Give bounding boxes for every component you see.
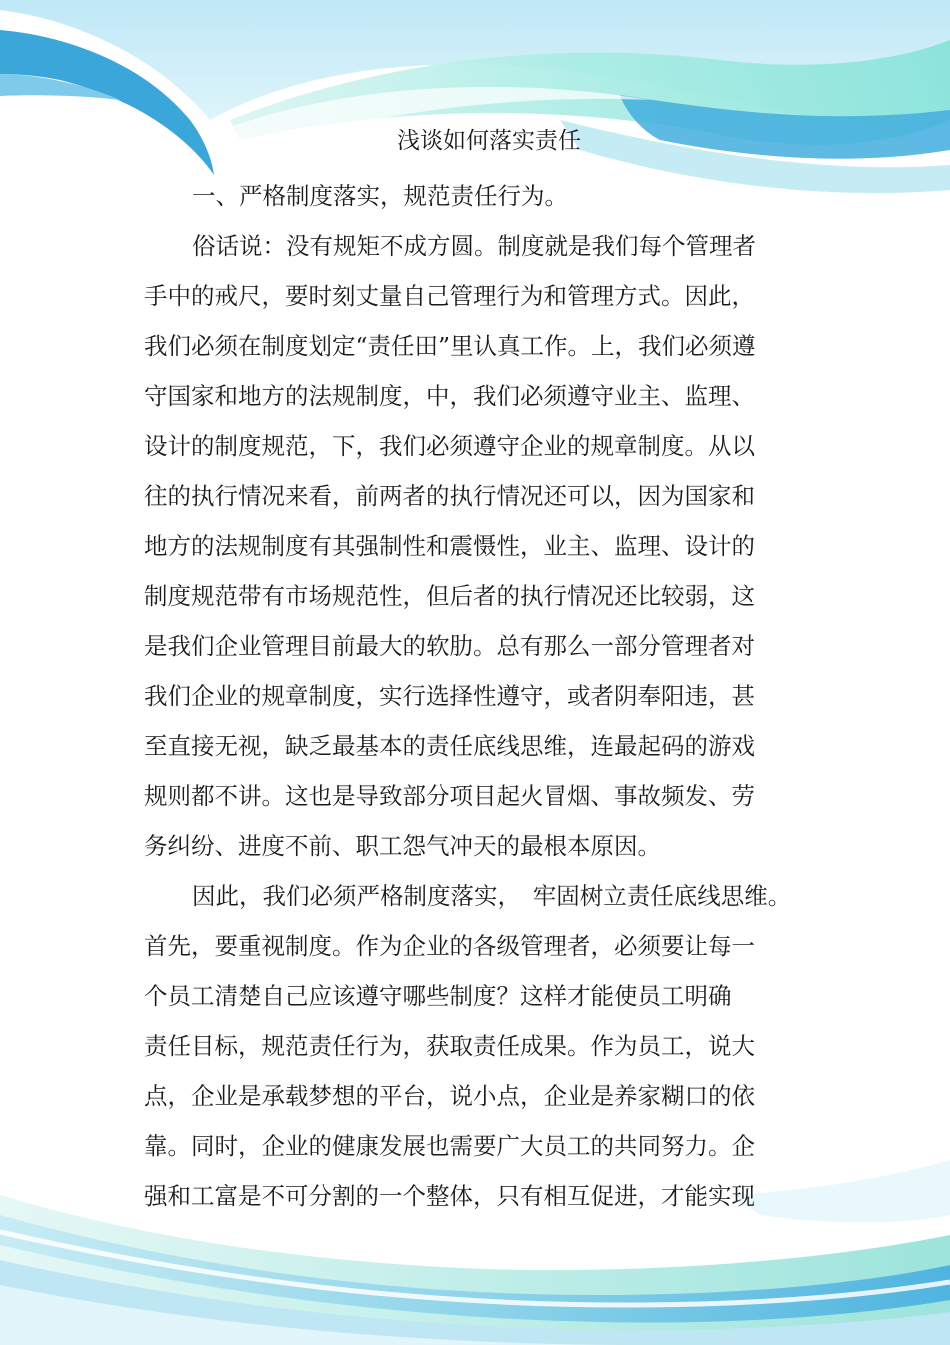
- document-title: 浅谈如何落实责任: [397, 128, 581, 154]
- text-line: 设计的制度规范，下，我们必须遵守企业的规章制度。从以: [144, 432, 755, 460]
- text-line: 一、严格制度落实，规范责任行为。: [192, 182, 568, 210]
- text-line: 是我们企业管理目前最大的软肋。总有那么一部分管理者对: [144, 632, 755, 660]
- text-line: 首先，要重视制度。作为企业的各级管理者，必须要让每一: [144, 932, 755, 960]
- text-line: 制度规范带有市场规范性，但后者的执行情况还比较弱，这: [144, 582, 755, 610]
- text-line: 手中的戒尺，要时刻丈量自己管理行为和管理方式。因此，: [144, 282, 755, 310]
- text-line: 至直接无视，缺乏最基本的责任底线思维，连最起码的游戏: [144, 732, 755, 760]
- text-line: 务纠纷、进度不前、职工怨气冲天的最根本原因。: [144, 832, 661, 860]
- text-line: 强和工富是不可分割的一个整体，只有相互促进，才能实现: [144, 1182, 755, 1210]
- text-line: 靠。同时，企业的健康发展也需要广大员工的共同努力。企: [144, 1132, 755, 1160]
- text-line: 我们企业的规章制度，实行选择性遵守，或者阴奉阳违，甚: [144, 682, 755, 710]
- text-line: 地方的法规制度有其强制性和震慑性，业主、监理、设计的: [144, 532, 755, 560]
- text-line: 规则都不讲。这也是导致部分项目起火冒烟、事故频发、劳: [144, 782, 755, 810]
- text-line: 点，企业是承载梦想的平台，说小点，企业是养家糊口的依: [144, 1082, 755, 1110]
- text-line: 往的执行情况来看，前两者的执行情况还可以，因为国家和: [144, 482, 755, 510]
- text-line: 守国家和地方的法规制度，中，我们必须遵守业主、监理、: [144, 382, 755, 410]
- text-line: 俗话说：没有规矩不成方圆。制度就是我们每个管理者: [192, 232, 756, 260]
- text-line: 我们必须在制度划定“责任田”里认真工作。上，我们必须遵: [144, 332, 756, 360]
- text-line: 责任目标，规范责任行为，获取责任成果。作为员工，说大: [144, 1032, 755, 1060]
- text-line: 个员工清楚自己应该遵守哪些制度？这样才能使员工明确: [144, 982, 732, 1010]
- text-line: 因此，我们必须严格制度落实， 牢固树立责任底线思维。: [192, 882, 792, 910]
